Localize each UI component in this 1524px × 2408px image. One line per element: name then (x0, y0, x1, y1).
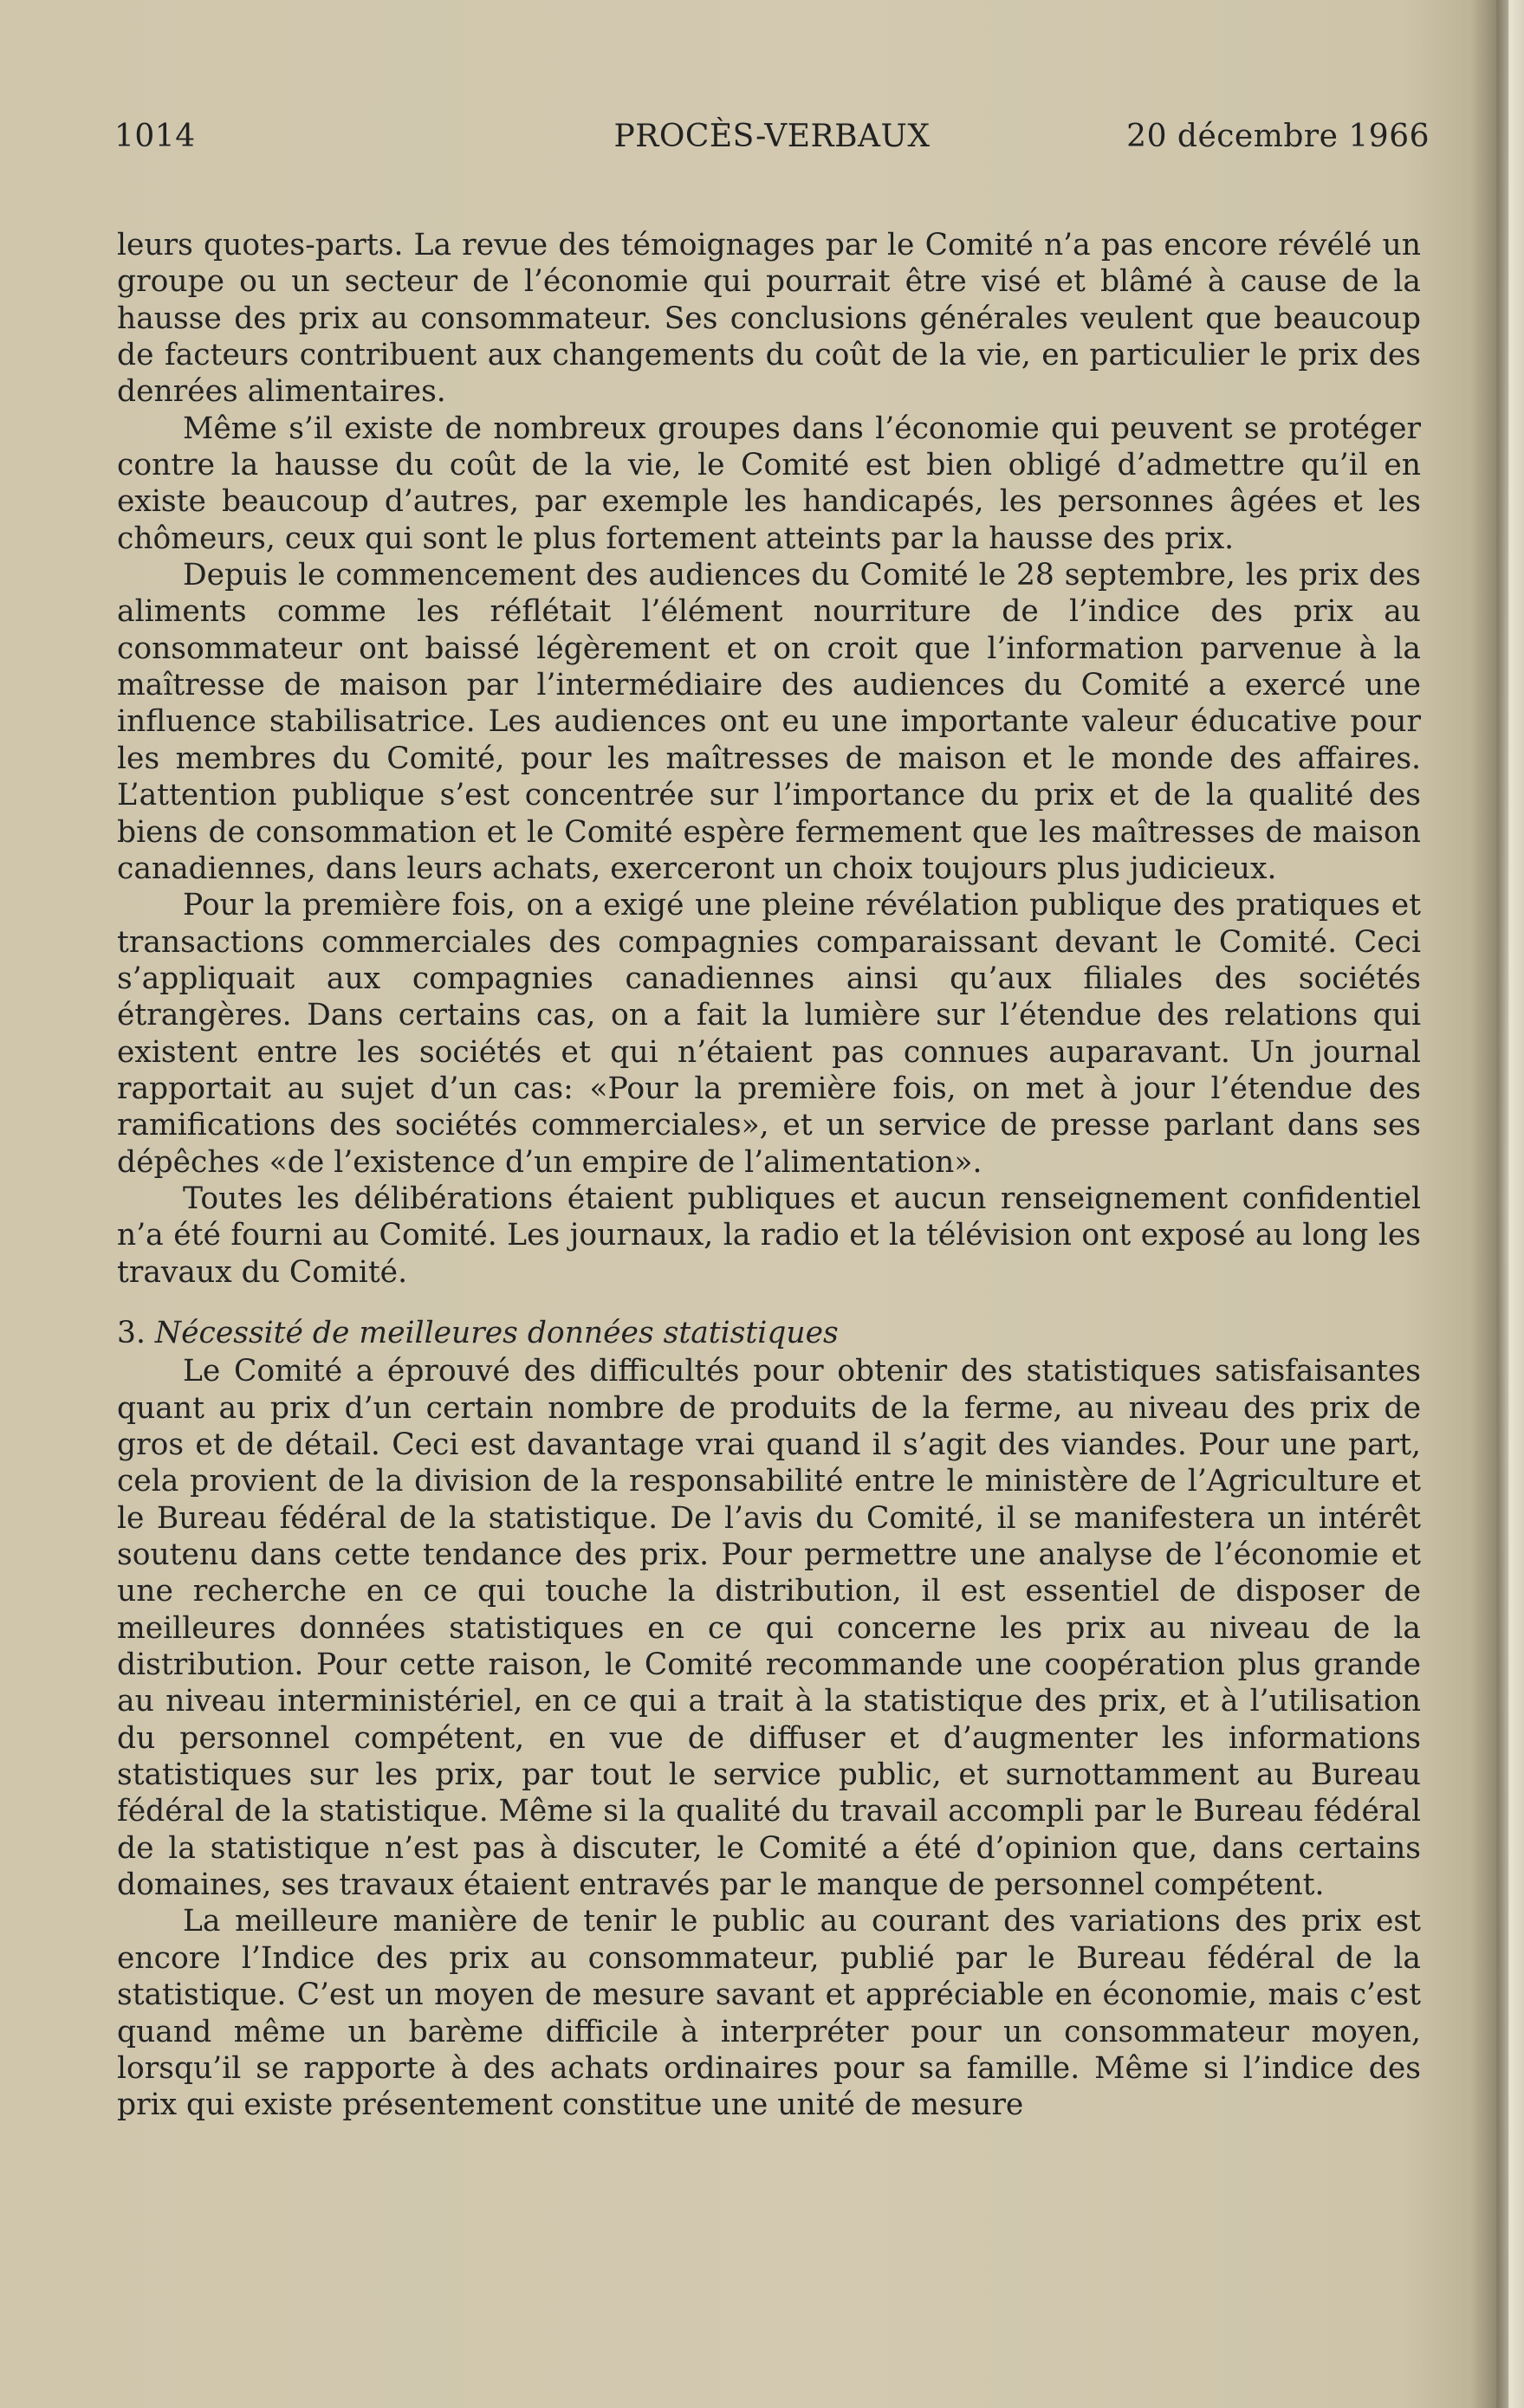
paragraph: Pour la première fois, on a exigé une pleine révélation publique des pratiques et transactions commerciales des compagnies comparaissant devant le Comité. Ceci s’appliquait aux compagnies canadiennes ainsi qu’aux filiales des sociétés étrangères. Dans certains cas, on a fait la lumière sur l’étendue des relations qui existent entre les sociétés et qui n’étaient pas connues auparavant. Un journal rapportait au sujet d’un cas: «Pour la première fois, on met à jour l’étendue des ramifications des sociétés commerciales», et un service de presse parlant dans ses dépêches «de l’existence d’un empire de l’alimentation». (117, 888, 1421, 1180)
paragraph: Le Comité a éprouvé des difficultés pour obtenir des statistiques satisfaisantes quant au prix d’un certain nombre de produits de la ferme, au niveau des prix de gros et de détail. Ceci est davantage vrai quand il s’agit des viandes. Pour une part, cela provient de la division de la responsabilité entre le ministère de l’Agriculture et le Bureau fédéral de la statistique. De l’avis du Comité, il se manifestera un intérêt soutenu dans cette tendance des prix. Pour permettre une analyse de l’économie et une recherche en ce qui touche la distribution, il est essentiel de disposer de meilleures données statistiques en ce qui concerne les prix au niveau de la distribution. Pour cette raison, le Comité recommande une coopération plus grande au niveau interministériel, en ce qui a trait à la statistique des prix, et à l’utilisation du personnel compétent, en vue de diffuser et d’augmenter les informations statistiques sur les prix, par tout le service public, et surnottamment au Bureau fédéral de la statistique. Même si la qualité du travail accompli par le Bureau fédéral de la statistique n’est pas à discuter, le Comité a été d’opinion que, dans certains domaines, ses travaux étaient entravés par le manque de personnel compétent. (117, 1354, 1421, 1903)
page-number: 1014 (114, 119, 196, 154)
paragraph: La meilleure manière de tenir le public au courant des variations des prix est encore l’Indice des prix au consommateur, publié par le Bureau fédéral de la statistique. C’est un moyen de mesure savant et appréciable en économie, mais c’est quand même un barème difficile à interpréter pour un consommateur moyen, lorsqu’il se rapporte à des achats ordinaires pour sa famille. Même si l’indice des prix qui existe présentement constitue une unité de mesure (117, 1904, 1421, 2123)
paragraph: leurs quotes-parts. La revue des témoignages par le Comité n’a pas encore révélé un groupe ou un secteur de l’économie qui pourrait être visé et blâmé à cause de la hausse des prix au consommateur. Ses conclusions générales veulent que beaucoup de facteurs contribuent aux changements du coût de la vie, en particulier le prix des denrées alimentaires. (117, 228, 1421, 410)
paragraph: Même s’il existe de nombreux groupes dans l’économie qui peuvent se protéger contre la hausse du coût de la vie, le Comité est bien obligé d’admettre qu’il en existe beaucoup d’autres, par exemple les handicapés, les personnes âgées et les chômeurs, ceux qui sont le plus fortement atteints par la hausse des prix. (117, 411, 1421, 556)
section-heading (117, 1315, 1421, 1351)
running-header (114, 117, 1430, 157)
section-title: Nécessité de meilleures données statistiques (154, 1315, 839, 1350)
paragraph: Depuis le commencement des audiences du Comité le 28 septembre, les prix des aliments comme les réflétait l’élément nourriture de l’indice des prix au consommateur ont baissé légèrement et on croit que l’information parvenue à la maîtresse de maison par l’intermédiaire des audiences du Comité a exercé une influence stabilisatrice. Les audiences ont eu une importante valeur éducative pour les membres du Comité, pour les maîtresses de maison et le monde des affaires. L’attention publique s’est concentrée sur l’importance du prix et de la qualité des biens de consommation et le Comité espère fermement que les maîtresses de maison canadiennes, dans leurs achats, exerceront un choix toujours plus judicieux. (117, 558, 1421, 886)
paragraph: Toutes les délibérations étaient publiques et aucun renseignement confidentiel n’a été fourni au Comité. Les journaux, la radio et la télévision ont exposé au long les travaux du Comité. (117, 1181, 1421, 1290)
header-title: PROCÈS-VERBAUX (613, 119, 931, 154)
page-body (117, 227, 1421, 2124)
header-date: 20 décembre 1966 (1126, 119, 1430, 154)
section-number: 3. (117, 1315, 146, 1350)
